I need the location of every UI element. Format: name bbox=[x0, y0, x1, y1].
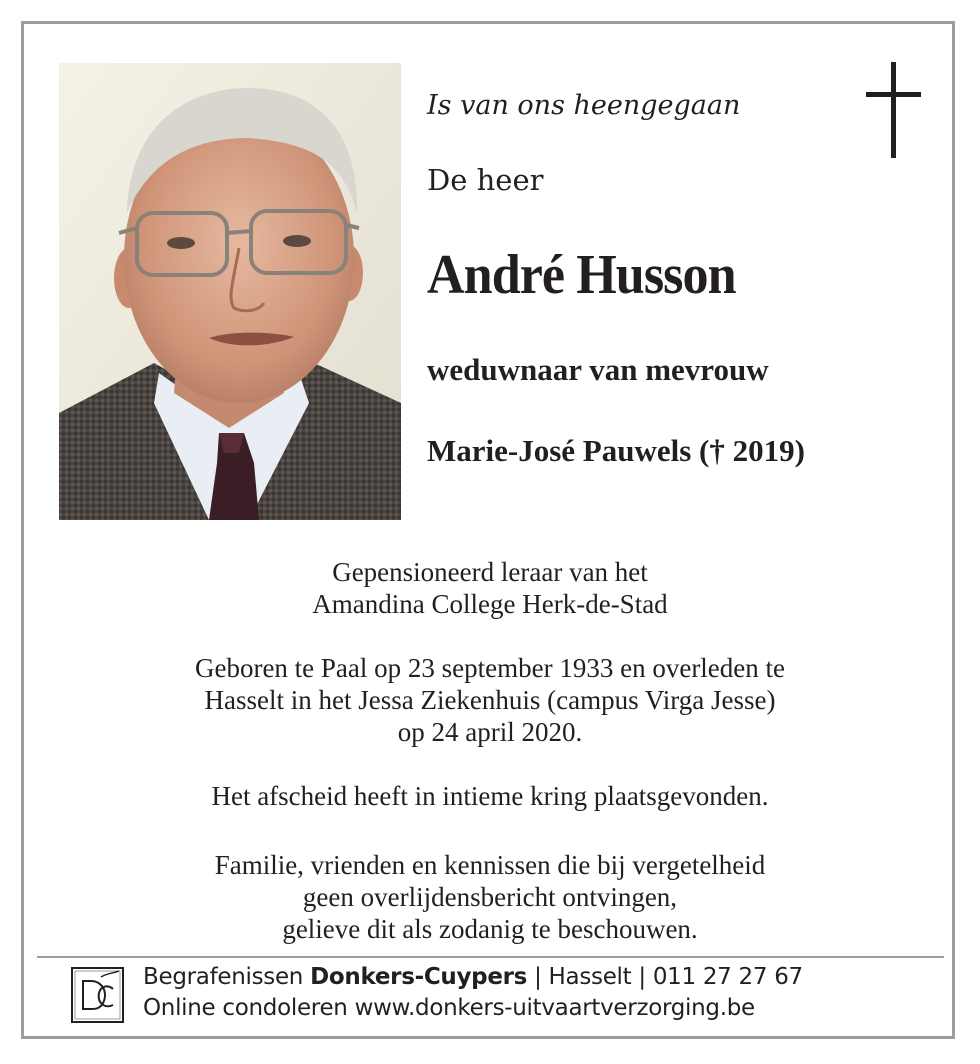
occupation-line: Amandina College Herk-de-Stad bbox=[312, 589, 668, 619]
relation-text: weduwnaar van mevrouw bbox=[427, 352, 769, 387]
footer-line-2[interactable]: Online condoleren www.donkers-uitvaartverzorging.be bbox=[143, 995, 755, 1021]
intro-text: Is van ons heengegaan bbox=[427, 90, 741, 121]
portrait-illustration bbox=[59, 63, 401, 520]
portrait-photo bbox=[59, 63, 401, 520]
notice-line: gelieve dit als zodanig te beschouwen. bbox=[282, 914, 698, 944]
footer-line-1 bbox=[143, 962, 803, 993]
notice-line: geen overlijdensbericht ontvingen, bbox=[302, 882, 678, 912]
company-name: Donkers-Cuypers bbox=[310, 964, 528, 990]
occupation-line: Gepensioneerd leraar van het bbox=[332, 557, 648, 587]
dc-monogram-icon bbox=[71, 967, 124, 1023]
occupation-block bbox=[40, 556, 940, 620]
footer-divider bbox=[37, 956, 944, 958]
birth-death-line: op 24 april 2020. bbox=[397, 717, 583, 747]
footer-contact: | Hasselt | 011 27 27 67 bbox=[527, 964, 803, 990]
farewell-line: Het afscheid heeft in intieme kring plaatsgevonden. bbox=[211, 781, 769, 811]
spouse-name: Marie-José Pauwels († 2019) bbox=[427, 433, 805, 468]
farewell-block bbox=[40, 780, 940, 812]
birth-death-line: Hasselt in het Jessa Ziekenhuis (campus Virga Jesse) bbox=[204, 685, 776, 715]
notice-line: Familie, vrienden en kennissen die bij vergetelheid bbox=[214, 850, 766, 880]
birth-death-line: Geboren te Paal op 23 september 1933 en overleden te bbox=[194, 653, 786, 683]
footer-text bbox=[143, 962, 803, 1024]
cross-icon bbox=[866, 62, 921, 158]
deceased-name: André Husson bbox=[427, 244, 736, 306]
birth-death-block bbox=[40, 652, 940, 748]
notice-block bbox=[40, 849, 940, 945]
honorific: De heer bbox=[427, 163, 544, 197]
footer-prefix: Begrafenissen bbox=[143, 964, 311, 990]
